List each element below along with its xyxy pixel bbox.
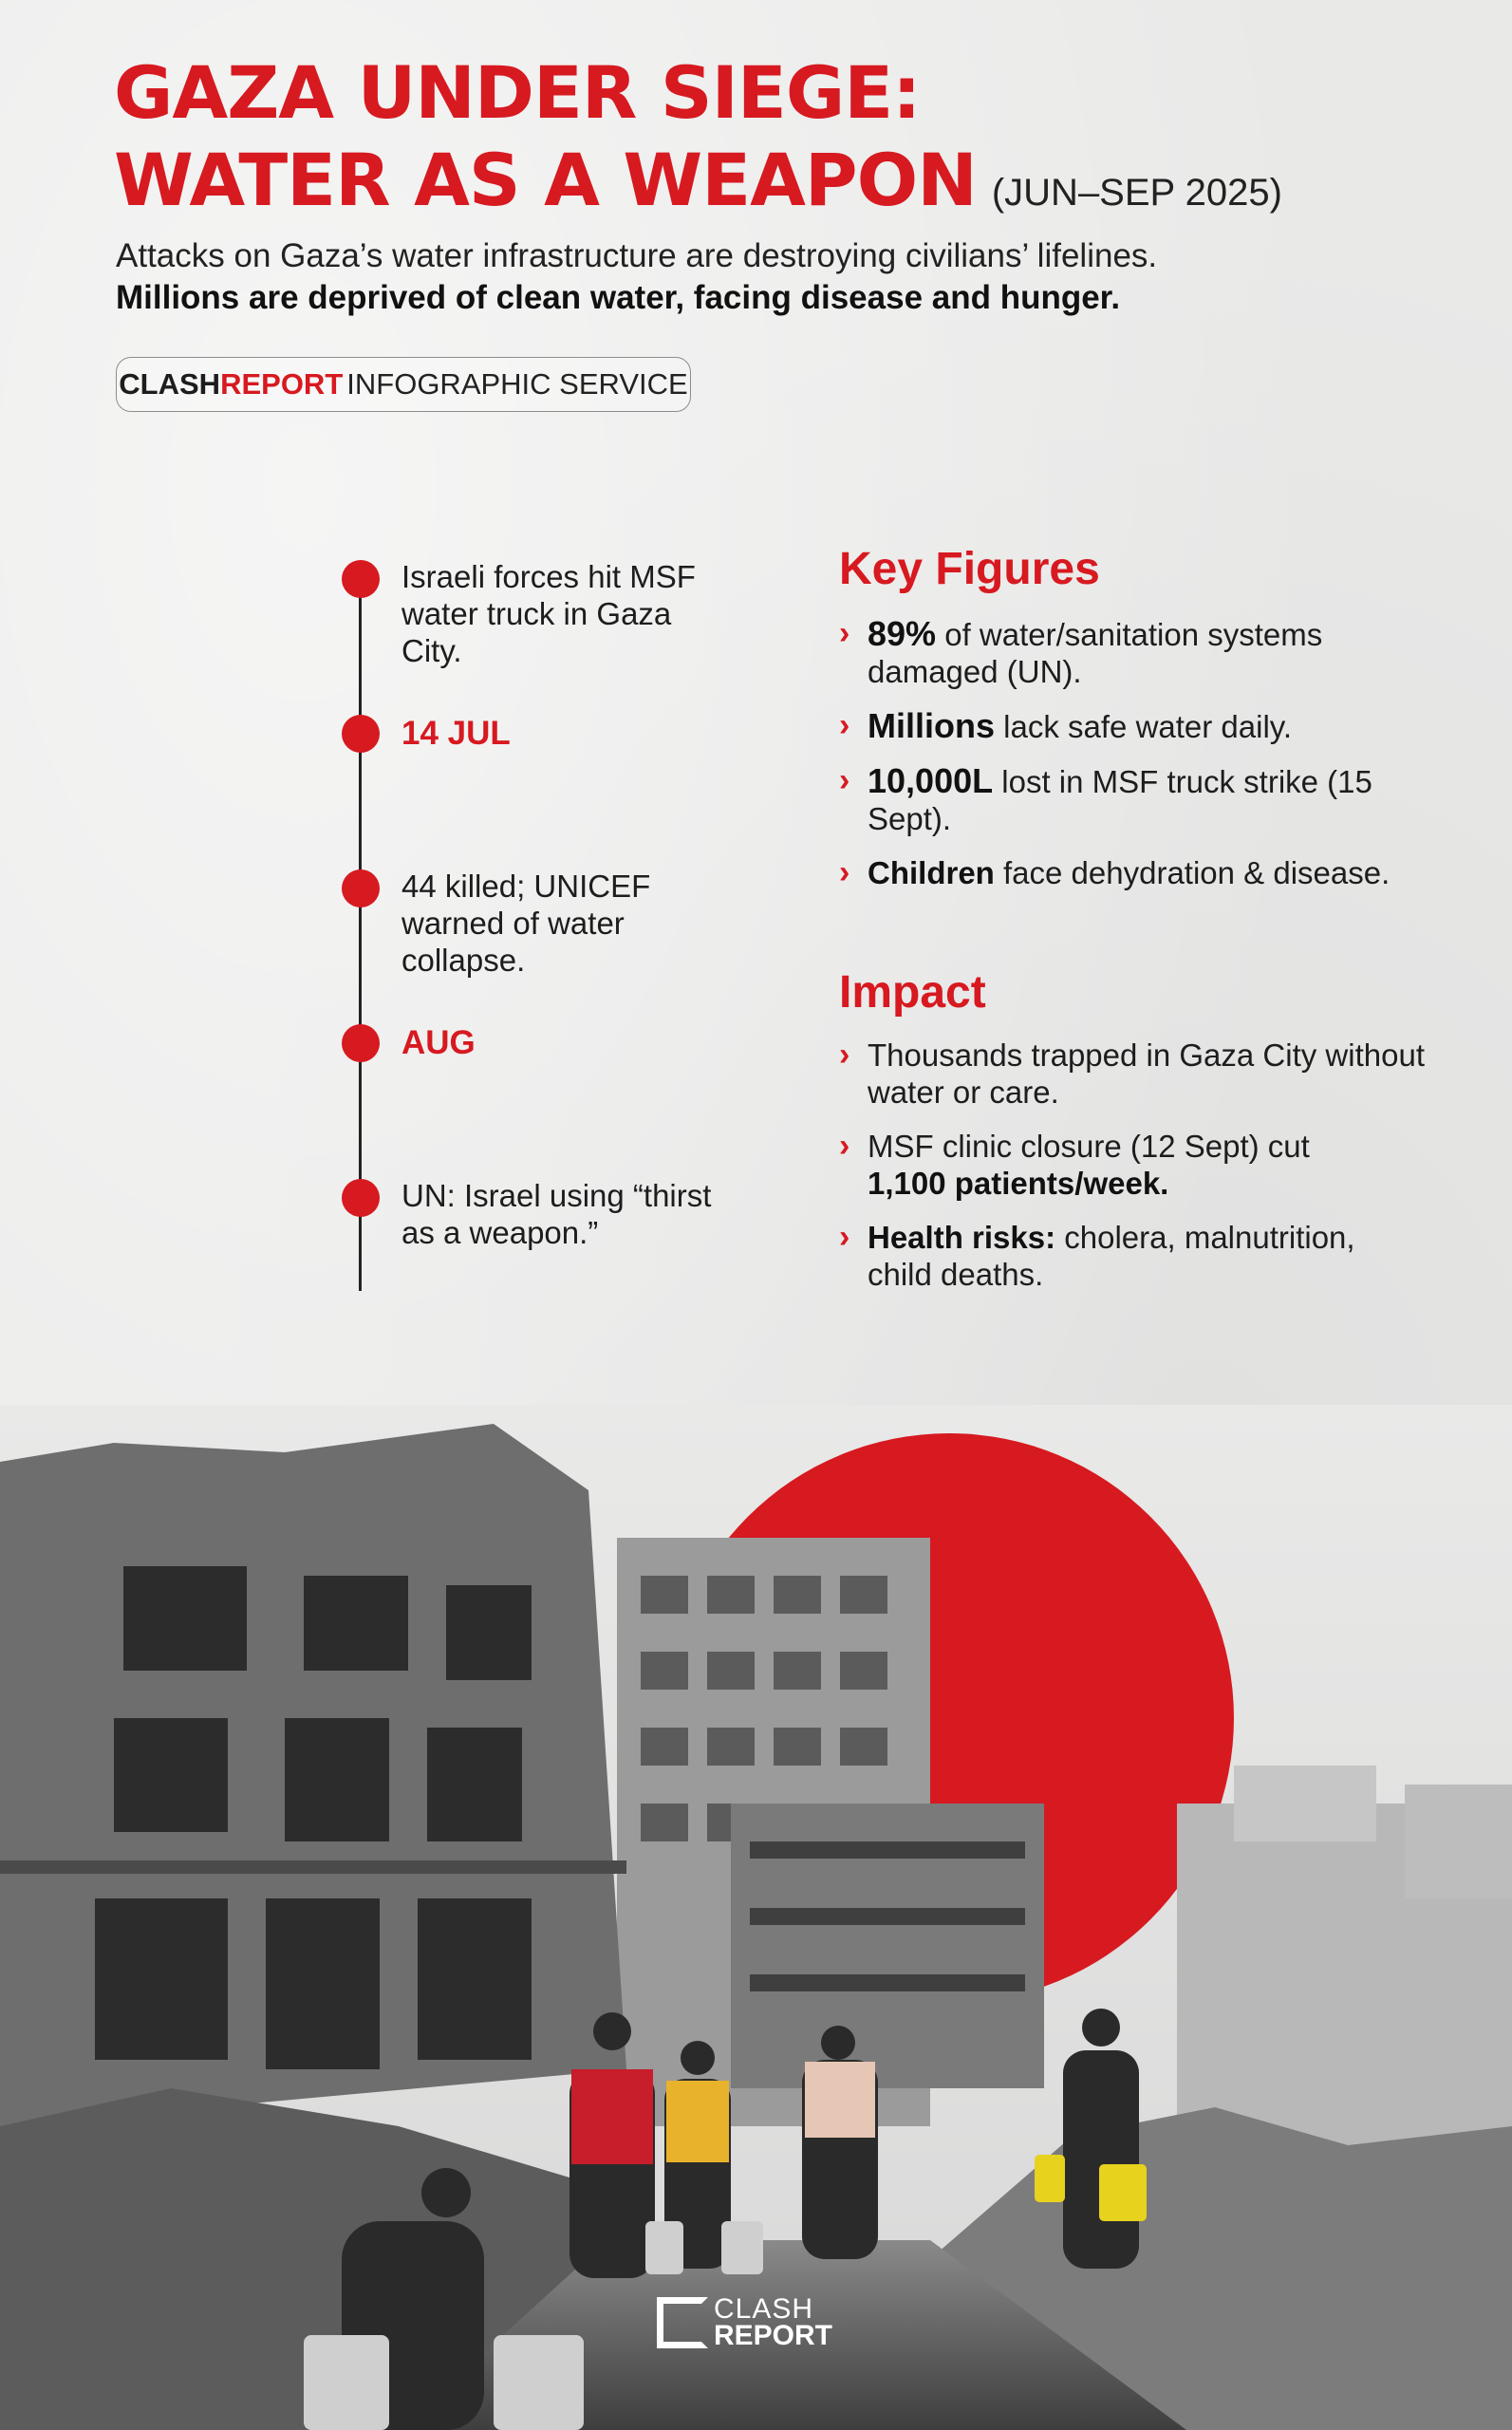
timeline	[0, 0, 759, 1329]
footer-logo	[657, 2293, 833, 2351]
key-figure-value: Millions	[868, 706, 995, 745]
key-figures-list	[839, 615, 1428, 908]
impact-list	[839, 1037, 1428, 1310]
chevron-right-icon: ›	[839, 854, 850, 890]
timeline-event: Israeli forces hit MSF water truck in Gaza City.	[401, 559, 696, 668]
timeline-dot	[342, 560, 380, 598]
city-ruins-illustration	[0, 1405, 1512, 2430]
footer-logo-line2: REPORT	[714, 2320, 833, 2351]
impact-bold: Health risks:	[868, 1220, 1056, 1255]
subtitle-text: Attacks on Gaza’s water infrastructure are destroying civilians’ lifelines.	[116, 237, 1158, 274]
chevron-right-icon: ›	[839, 615, 850, 651]
impact-text: Thousands trapped in Gaza City without water or care.	[868, 1037, 1425, 1110]
footer-logo-line1: CLASH	[714, 2293, 814, 2325]
key-figure-text: lost in MSF truck strike (15 Sept).	[868, 764, 1372, 836]
chevron-right-icon: ›	[839, 707, 850, 743]
subtitle-bold: Millions are deprived of clean water, facing disease and hunger.	[116, 279, 1121, 316]
key-figure-text: face dehydration & disease.	[994, 855, 1391, 890]
clash-report-logo-icon	[657, 2297, 708, 2348]
badge-brand-report: REPORT	[220, 367, 344, 401]
chevron-right-icon: ›	[839, 1037, 850, 1073]
key-figure-value: 10,000L	[868, 761, 994, 800]
date-range: (JUN–SEP 2025)	[991, 172, 1282, 214]
chevron-right-icon: ›	[839, 1219, 850, 1255]
key-figure-value: 89%	[868, 614, 937, 653]
badge-service: INFOGRAPHIC SERVICE	[346, 367, 688, 401]
timeline-dot	[342, 1179, 380, 1217]
timeline-event: UN: Israel using “thirst as a weapon.”	[401, 1178, 712, 1250]
impact-item	[839, 1128, 1428, 1202]
impact-bold: 1,100 patients/week.	[868, 1166, 1169, 1201]
destroyed-city-photo	[0, 1405, 1512, 2430]
timeline-dot	[342, 1024, 380, 1062]
chevron-right-icon: ›	[839, 762, 850, 798]
key-figure-text: of water/sanitation systems damaged (UN).	[868, 617, 1323, 689]
timeline-dot	[342, 869, 380, 907]
key-figure-item	[839, 762, 1428, 837]
timeline-dot	[342, 715, 380, 753]
timeline-date: AUG	[401, 1024, 476, 1061]
chevron-right-icon: ›	[839, 1128, 850, 1164]
timeline-event: 44 killed; UNICEF warned of water collapse.	[401, 869, 651, 978]
impact-text: MSF clinic closure (12 Sept) cut	[868, 1129, 1310, 1164]
key-figure-item	[839, 854, 1428, 891]
title-line-2-text: WATER AS A WEAPON	[114, 138, 977, 222]
impact-text: cholera, malnutrition, child deaths.	[868, 1220, 1355, 1292]
impact-item	[839, 1037, 1428, 1111]
title-line-1: GAZA UNDER SIEGE:	[114, 50, 921, 135]
key-figure-item	[839, 707, 1428, 745]
key-figures-heading: Key Figures	[839, 544, 1100, 594]
key-figure-item	[839, 615, 1428, 690]
key-figure-value: Children	[868, 855, 995, 890]
timeline-date: 14 JUL	[401, 715, 511, 752]
key-figure-text: lack safe water daily.	[995, 709, 1293, 744]
impact-item	[839, 1219, 1428, 1293]
footer-logo-text	[714, 2293, 833, 2351]
impact-heading: Impact	[839, 967, 986, 1018]
badge-brand-clash: CLASH	[119, 367, 221, 401]
